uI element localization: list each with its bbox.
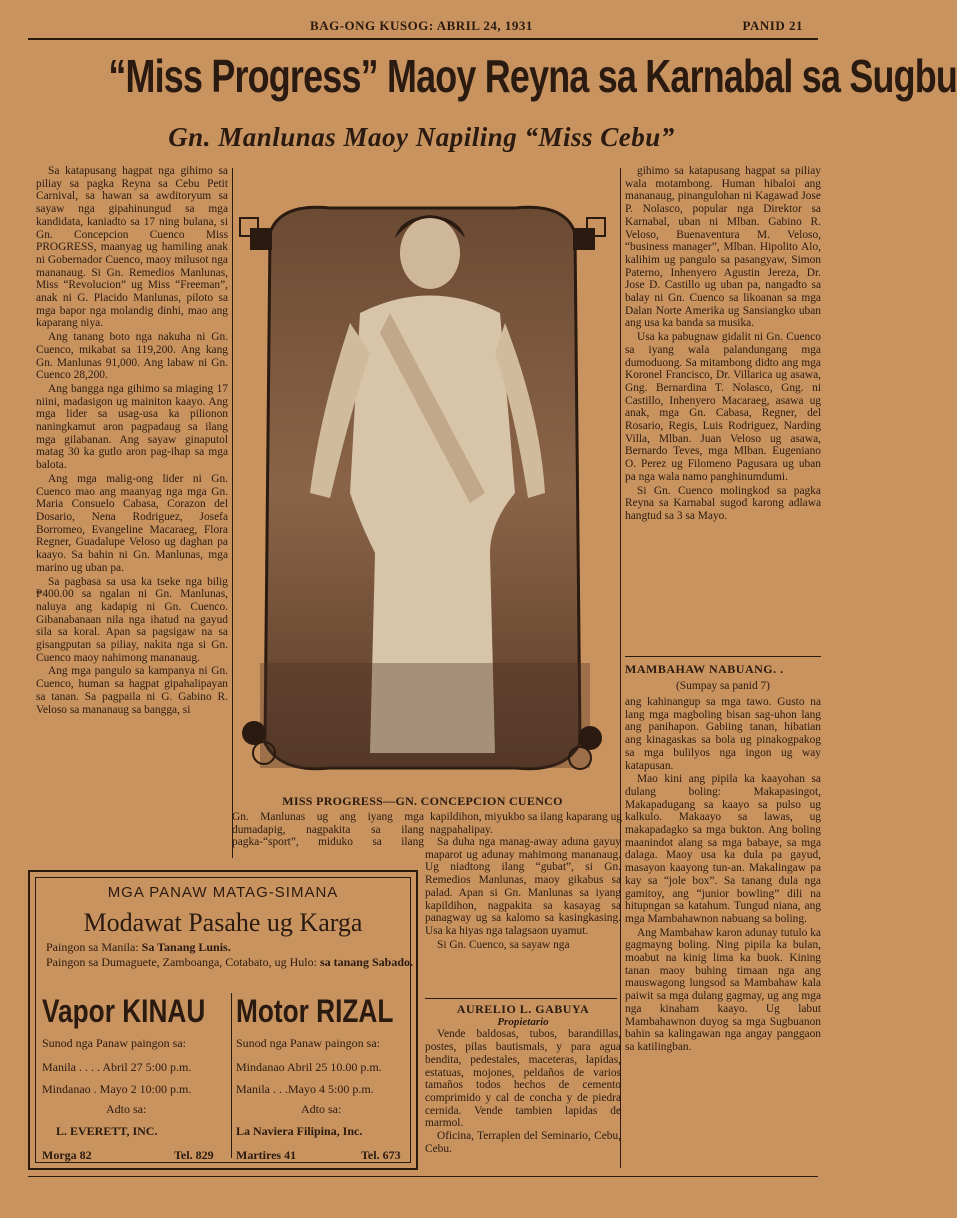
- paragraph: Ang tanang boto nga nakuha ni Gn. Cuenco, mikabat sa 119,200. Ang kang Gn. Manlunas 91,000. Ang labaw ni Gn. Cuenco 28,200.: [36, 331, 228, 382]
- ad-south-line: [46, 955, 416, 969]
- section-rule: [425, 998, 617, 999]
- ad-value: sa tanang Sabado.: [319, 955, 413, 969]
- mambahaw-heading: MAMBAHAW NABUANG. .: [625, 662, 784, 676]
- paragraph: Sa katapusang hagpat nga gihimo sa piliay sa pagka Reyna sa Cebu Petit Carnival, sa hawan sa awditoryum sa sayaw nga gipahinungud sa mga kandidata, kaniadto sa 17 ning bulana, si Gn. Concepcion Cuenco Miss PROGRESS, maanyag ug hamiling anak ni Gobernador Cuenco, maoy milusot nga mananaug. Si Gn. Remedios Manlunas, Miss “Revolucion” ug Miss “Freeman”, anak ni G. Placido Manlunas, piloto sa mga bapor nga molandig dinhi, mao ang kaparang niya.: [36, 165, 228, 330]
- paragraph: Ang Mambahaw karon adunay tutulo ka gagmayng boling. Ning pipila ka bulan, moabut na kinig lima ka buok. Kining tanan maoy buhing timaan nga ang mauswagong lungsod sa Mambahaw kala paiwit sa mga dulang gagmay, ug ang mga nga kinaham kaayo. Ug labut Mambahawnon duyog sa mga Sugbuanon bahin sa kalingawan nga angay panggaon sa katilingban.: [625, 926, 821, 1053]
- publication-date: BAG-ONG KUSOG: ABRIL 24, 1931: [310, 18, 533, 33]
- mambahaw-article: [625, 696, 821, 1182]
- adto-left: Adto sa:: [106, 1102, 147, 1116]
- paragraph: Ang bangga nga gihimo sa miaging 17 niini, madasigon ug mainiton kaayo. Ang mga lider sa usag-usa ka pilionon naningkamut aron pagpadaug sa ilang mga gilabanan. Ang sayaw ginaputol matag 30 ka gutlo aron pag-ihap sa mga balota.: [36, 382, 228, 472]
- business-owner-name: AURELIO L. GABUYA: [456, 1002, 590, 1016]
- paragraph: Mao kini ang pipila ka kaayohan sa dulang boling: Makapasingot, Makapadugang sa kaayo sa pulso ug kalkulo. Makaayo sa lawas, ug makapadagko sa mga bukton. Ang boling maanindot alang sa mga babaye, sa mga dalaga. Maoy usa ka dula pa gayud, masayon kaayong tun-an. Makalingaw pa kay sa “jole box”. Sa tanang dula nga gamitoy, ang “junior bowling” dili na hitupngan sa katahum. Tungud niana, ang mga Mambahawnon nabuang sa boling.: [625, 773, 821, 925]
- section-rule: [625, 656, 821, 657]
- shipping-advertisement: [28, 870, 418, 1170]
- trip-left-2: Mindanao . Mayo 2 10:00 p.m.: [42, 1082, 192, 1096]
- business-notice: [425, 1003, 621, 1178]
- ad-label: Paingon sa Dumaguete, Zamboanga, Cotabato, ug Hulo:: [46, 955, 317, 969]
- top-rule: [28, 38, 818, 40]
- ad-label: Paingon sa Manila:: [46, 940, 139, 954]
- portrait-photo: [240, 193, 605, 783]
- schedule-title-right: Sunod nga Panaw paingon sa:: [236, 1036, 380, 1050]
- agent-right: La Naviera Filipina, Inc.: [236, 1124, 363, 1138]
- subheadline: Gn. Manlunas Maoy Napiling “Miss Cebu”: [168, 122, 675, 152]
- article-column-2b: [425, 836, 621, 1001]
- headline: “Miss Progress” Maoy Reyna sa Karnabal sa Sugbu: [108, 50, 957, 102]
- address-right: Martires 41: [236, 1148, 297, 1162]
- trip-right-1: Mindanao Abril 25 10.00 p.m.: [236, 1060, 382, 1074]
- article-column-3: [625, 165, 821, 653]
- article-column-1: [36, 165, 228, 859]
- paragraph: Ang mga malig-ong lider ni Gn. Cuenco mao ang maanyag nga mga Gn. Maria Consuelo Cabasa, Corazon del Dosario, Nena Rodriguez, Josefa Borromeo, Evangeline Macaraeg, Flora Regner, Guadalupe Veloso ug daghan pa kaayo. Sa bahin ni Gn. Manlunas, mga marino ug uban pa.: [36, 472, 228, 574]
- business-description: Vende baldosas, tubos, barandillas, postes, pilas bautismals, y para agua bendita, pedestales, maceteras, lapidas, estatuas, mojones, peldaños de varios tamaños todos hechos de cemento comprimido y cal de concha y de piedra cernida. Vende tambien lapidas de marmol.: [425, 1028, 621, 1130]
- paragraph: Usa ka pabugnaw gidalit ni Gn. Cuenco sa iyang wala palandungang mga dumoduong. Sa mitambong didto ang mga Koronel Francisco, Dr. Villarica ug asawa, Gng. Bernardina T. Nolasco, Gng. ni Castillo, Inhenyero Macaraeg, asawa ug anak, mga Gn. Cabasa, Regner, del Rosario, Regis, Luis Rodriguez, Narding Villa, Mlban. Juan Veloso ug asawa, Bernardo Teves, mga Mlban. Eugeniano O. Perez ug Filomeno Pagusara ug uban pa nga wala namo panghinumdumi.: [625, 331, 821, 483]
- schedule-title-left: Sunod nga Panaw paingon sa:: [42, 1036, 186, 1050]
- address-left: Morga 82: [42, 1148, 92, 1162]
- ad-manila-line: [46, 940, 231, 955]
- ad-value: Sa Tanang Lunis.: [141, 940, 231, 954]
- paragraph: Si Gn. Cuenco, sa sayaw nga: [437, 938, 570, 951]
- paragraph: Ang mga pangulo sa kampanya ni Gn. Cuenco, human sa hagpat gipahalipayan sa tanan. Sa pagpaila ni G. Gabino R. Veloso sa mananaug sa bangga, si: [36, 665, 228, 716]
- paragraph: Si Gn. Cuenco molingkod sa pagka Reyna sa Karnabal sugod karong adlawa hangtud sa 3 sa Mayo.: [625, 484, 821, 522]
- ad-inner-border: [35, 877, 411, 1163]
- photo-caption: MISS PROGRESS—GN. CONCEPCION CUENCO: [282, 794, 563, 808]
- ad-divider: [231, 993, 232, 1158]
- business-owner-role: Propietario: [497, 1015, 549, 1028]
- tel-right: Tel. 673: [361, 1148, 401, 1162]
- paragraph: Sa pagbasa sa usa ka tseke nga bilig ₱400.00 sa ngalan ni Gn. Manlunas, naluya ang kadapig ni Gn. Cuenco. Gibanabanaan nila nga ihatud na gayud sila sa koral. Apan sa pagsigaw na sa gisangputan sa piliay, nakita nga si Gn. Cuenco maoy nahimong mananaug.: [36, 575, 228, 664]
- trip-left-1: Manila . . . . Abril 27 5:00 p.m.: [42, 1060, 192, 1074]
- agent-left: L. EVERETT, INC.: [56, 1124, 158, 1138]
- bottom-rule: [28, 1176, 818, 1177]
- tel-left: Tel. 829: [174, 1148, 214, 1162]
- ad-top-title: MGA PANAW MATAG-SIMANA: [107, 884, 339, 901]
- ship-name-right: Motor RIZAL: [236, 993, 394, 1029]
- article-continued: Gn. Manlunas ug ang iyang mga dumadapig, nagpakita sa ilang pagka-“sport”, miduko sa ilang kapildihon, miyukbo sa ilang kaparang ug nagpahalipay.: [232, 811, 622, 849]
- trip-right-2: Manila . . .Mayo 4 5:00 p.m.: [236, 1082, 374, 1096]
- column-divider: [232, 168, 233, 858]
- paragraph: Sa duha nga manag-away aduna gayuy maparot ug adunay mahimong mananaug. Ug niadtong ilang “gubat”, si Gn. Remedios Manlunas, maoy gikabus sa palad. Apan si Gn. Manlunas sa iyang kapildihon, nagpakita sa kasayag sa panagway ug sa kalomo sa kasingkasing. Usa ka hiyas nga talagsaon uyamut.: [425, 836, 621, 937]
- running-head: [0, 18, 843, 36]
- continuation-note: (Sumpay sa panid 7): [676, 680, 770, 692]
- ship-name-left: Vapor KINAU: [42, 993, 206, 1029]
- ad-main-title: Modawat Pasahe ug Karga: [83, 908, 363, 937]
- paragraph: ang kahinangup sa mga tawo. Gusto na lang mga magboling bisan sag-uhon lang ang panihapon. Gabiing tanan, hibatian ang kinagaskas sa bola ug pinakogpakog sa mga bulilyos nga ingon ug way katapusan.: [625, 696, 821, 772]
- adto-right: Adto sa:: [301, 1102, 342, 1116]
- business-address: Oficina, Terraplen del Seminario, Cebu, Cebu.: [425, 1130, 621, 1155]
- paragraph: gihimo sa katapusang hagpat sa piliay wala motambong. Human hibaloi ang mananaug, pinangulohan ni Kagawad Jose P. Nolasco, popular nga Direktor sa Karnabal, uban ni Mlban. Gabino R. Veloso, Buenaventura M. Veloso, “business manager”, Mlban. Hipolito Alo, kalihim ug pangulo sa pasangyaw, Simon Paterno, Inhenyero Agustin Jereza, Dr. Jose D. Castillo ug uban pa, nangadto sa balay ni Gn. Cuenco sa likoanan sa mga Dalan Norte Amerika ug Sansiangko uban ang usa ka banda sa musika.: [625, 165, 821, 330]
- page-number: PANID 21: [742, 18, 803, 33]
